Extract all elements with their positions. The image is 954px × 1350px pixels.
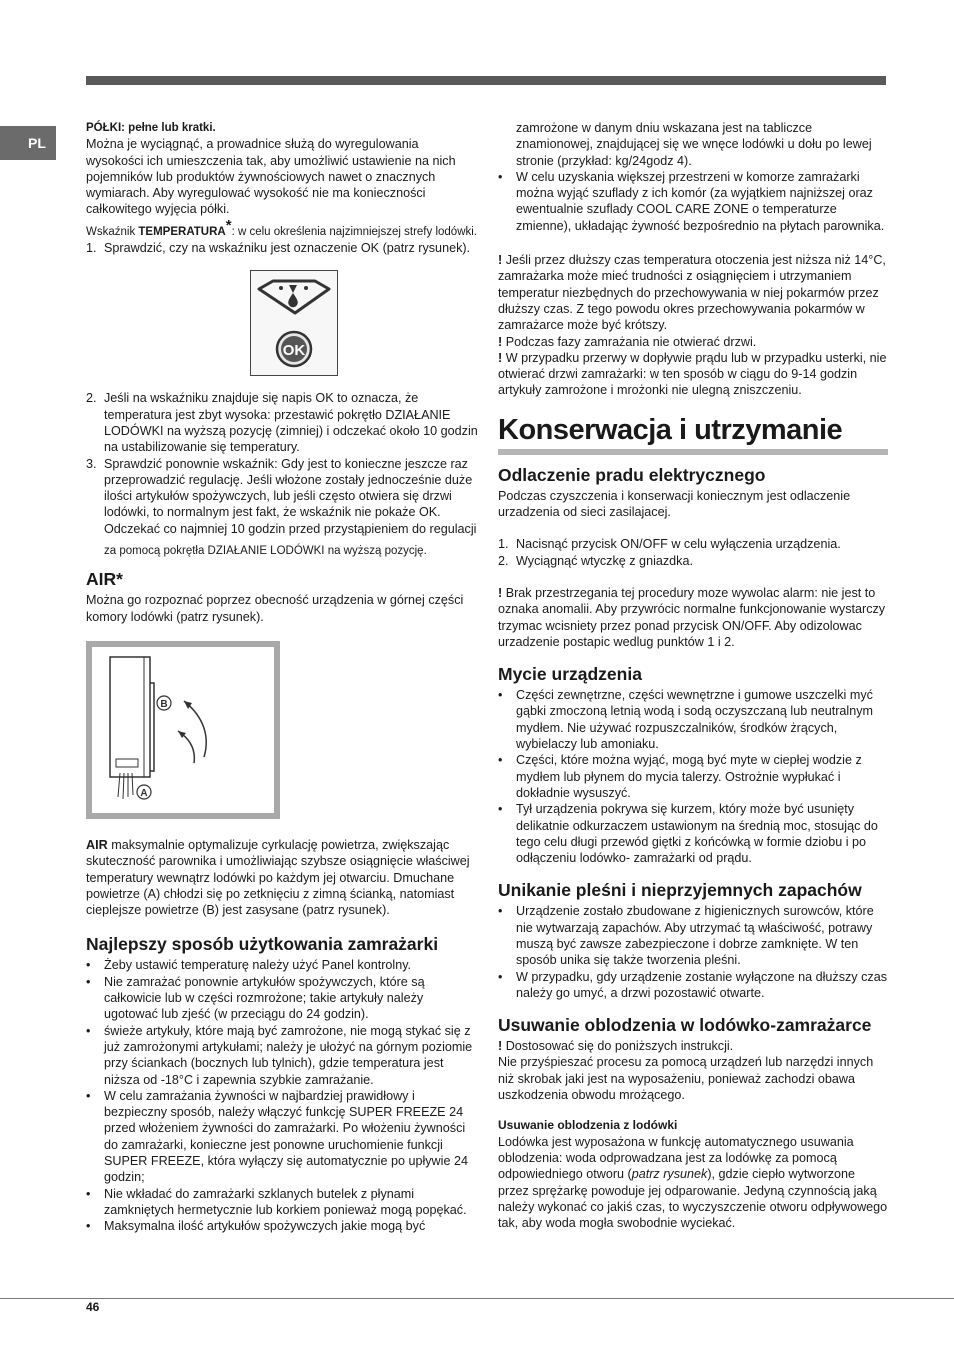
list-item: [86, 456, 478, 537]
warning-mark: !: [498, 350, 503, 365]
list-item-text: W przypadku, gdy urządzenie zostanie wyłączone na dłuższy czas należy go umyć, a drzwi pozostawić otwarte.: [516, 969, 887, 1000]
warning-text: Jeśli przez dłuższy czas temperatura otoczenia jest niższa niż 14°C, zamrażarka może mieć trudności z osiągnięciem i utrzymaniem temperatur niezbędnych do przechowywania w niej pokarmów przez dłuższy czas. Z tego powodu okres przechowywania pokarmów w zamrażarce może być krótszy.: [498, 253, 886, 333]
ok-label: OK: [282, 342, 306, 360]
list-item: [86, 957, 478, 973]
step-number: 1.: [86, 241, 97, 256]
list-item-text: Urządzenie zostało zbudowane z higienicznych surowców, które nie wytwarzają zapachów. Aby utrzymać tą właściwość, potrawy muszą być zawsze zabezpieczone i dobrze zamknięte. W ten sposób unika się także tworzenia pleśni.: [516, 904, 874, 968]
fridge-defrost-italic: patrz rysunek: [631, 1167, 708, 1182]
fridge-defrost-text-1: Lodówka jest wyposażona w funkcję automatycznego usuwania oblodzenia: woda odprowadzana jest za lodówkę za pomocą odpowiedniego otworu (: [498, 1134, 854, 1182]
fridge-defrost-text: [498, 1134, 888, 1232]
list-item: [498, 536, 888, 552]
list-item: [86, 1023, 478, 1088]
bullet: •: [86, 1219, 91, 1234]
air-figure: [86, 641, 280, 819]
step-number: 1.: [498, 537, 509, 552]
bullet: •: [86, 1088, 91, 1103]
maintenance-title: Konserwacja i utrzymanie: [498, 413, 843, 446]
list-item: [498, 752, 888, 801]
freezer-continued: zamrożone w danym dniu wskazana jest na tabliczce znamionowej, znajdującej się we wnęce lodówki u dołu po lewej stronie (przykład: kg/24godz 4).: [516, 121, 872, 168]
freezer-list: [86, 957, 478, 1234]
air-text: maksymalnie optymalizuje cyrkulację powietrza, zwiększając skuteczność parownika i umożliwiając szybsze osiągnięcie właściwej temperatury wewnątrz lodówki po każdym jej otwarciu. Dmuchane powietrze (A) chłodzi się po zetknięciu z zimną ścianką, natomiast cieplejsze powietrze (B) jest zasysane (patrz rysunek).: [86, 837, 470, 918]
step-text: Jeśli na wskaźniku znajduje się napis OK to oznacza, że temperatura jest zbyt wysoka: przestawić pokrętło DZIAŁANIE LODÓWKI na wyższą pozycję (zimniej) i odczekać około 10 godzin na ustabilizowanie się temperatury.: [104, 391, 478, 455]
temperature-label: TEMPERATURA: [138, 225, 226, 238]
temperature-intro: [86, 216, 478, 240]
defrost-warning: [498, 1038, 888, 1054]
step-text: Sprawdzić, czy na wskaźniku jest oznaczenie OK (patrz rysunek).: [104, 241, 471, 256]
freezer-list-continued: [498, 169, 888, 234]
mold-list: [498, 903, 888, 1001]
list-item-text: W celu zamrażania żywności w najbardziej prawidłowy i bezpieczny sposób, należy włączyć funkcję SUPER FREEZE 24 przed włożeniem żywności do zamrażarki. Po włożeniu żywności do zamrażarki, konieczne jest ponowne uruchomienie funkcji SUPER FREEZE, która wyłączy się automatycznie po upływie 24 godzin;: [104, 1088, 468, 1185]
warning-text: Dostosować się do poniższych instrukcji.: [502, 1039, 734, 1054]
list-item: [86, 1218, 478, 1234]
bullet: •: [86, 958, 91, 973]
mold-title: Unikanie pleśni i nieprzyjemnych zapachów: [498, 880, 862, 901]
left-column: [86, 120, 478, 1234]
bullet: •: [498, 753, 503, 768]
right-column: [498, 120, 888, 1231]
title-rule: [498, 449, 888, 455]
warning-3: [498, 350, 888, 399]
freezer-title: Najlepszy sposób użytkowania zamrażarki: [86, 934, 439, 955]
wash-title: Mycie urządzenia: [498, 664, 642, 685]
page-number: 46: [86, 1300, 100, 1314]
shelves-text: Można je wyciągnąć, a prowadnice służą do wyregulowania wysokości ich umieszczenia tak, aby umożliwić ustawienie na nich pojemników lub produktów żywnościowych nawet o znacznych wymiarach. Aby wyregulować wysokość nie ma konieczności całkowitego wyjęcia półki.: [86, 137, 456, 217]
fridge-defrost-text-2: ), gdzie ciepło wytworzone przez sprężarkę powoduje jej odparowanie. Jedyną czynnością jaką należy wykonać co jakiś czas, to wyczyszczenie otworu odpływowego tak, aby woda mogła swobodnie wyciekać.: [498, 1167, 888, 1231]
temperature-asterisk: *: [225, 216, 232, 234]
list-item: [86, 974, 478, 1023]
bullet: •: [498, 969, 503, 984]
defrost-title: Usuwanie oblodzenia w lodówko-zamrażarce: [498, 1015, 872, 1036]
list-item: [498, 801, 888, 866]
step-text: Sprawdzić ponownie wskaźnik: Gdy jest to konieczne jeszcze raz przeprowadzić regulację. Jeśli włożone zostały jednocześnie duże ilości artykułów spożywczych, lub jeśli często otwiera się drzwi lodówki, to normalnym jest fakt, że wskaźnik nie pokaże OK. Odczekać co najmniej 10 godzin przed przystąpieniem do regulacji: [104, 456, 477, 536]
power-text: Podczas czyszczenia i konserwacji koniecznym jest odlaczenie urzadzenia od sieci zasilajacej.: [498, 488, 851, 520]
list-item-text: W celu uzyskania większej przestrzeni w komorze zamrażarki można wyjąć szuflady z ich komór (za wyjątkiem najniższej oraz ewentualnie szuflady COOL CARE ZONE o temperaturze zmienne), układając żywność bezpośrednio na płytach parownika.: [516, 169, 885, 233]
step-text: Nacisnąć przycisk ON/OFF w celu wyłączenia urządzenia.: [516, 537, 841, 552]
warning-mark: !: [498, 1039, 503, 1054]
list-item: [86, 390, 478, 455]
list-item-text: Części, które można wyjąć, mogą być myte w ciepłej wodzie z mydłem lub płynem do mycia talerzy. Ostrożnie wypłukać i dokładnie wysuszyć.: [516, 753, 862, 800]
list-item: [498, 969, 888, 1002]
list-item: [498, 687, 888, 752]
air-label: AIR: [86, 837, 108, 852]
bullet: •: [498, 169, 503, 184]
step-text: Wyciągnąć wtyczkę z gniazdka.: [516, 553, 693, 568]
warning-mark: !: [498, 253, 503, 268]
bullet: •: [86, 974, 91, 989]
label-a: A: [140, 787, 148, 799]
list-item: [86, 1088, 478, 1186]
step-number: 2.: [86, 391, 97, 406]
list-item: [498, 903, 888, 968]
bullet: •: [86, 1023, 91, 1038]
list-item-text: Części zewnętrzne, części wewnętrzne i gumowe uszczelki myć gąbki zmoczoną letnią wodą i sodą oczyszczaną lub neutralnym mydłem. Nie używać rozpuszczalników, środków żrących, wybielaczy lub amoniaku.: [516, 688, 874, 752]
bullet: •: [498, 904, 503, 919]
bullet: •: [498, 802, 503, 817]
temperature-prefix: Wskaźnik: [86, 225, 139, 238]
air-description: [86, 837, 478, 918]
warning-mark: !: [498, 585, 503, 600]
temperature-step3-tail: za pomocą pokrętła DZIAŁANIE LODÓWKI na wyższą pozycję.: [104, 545, 427, 558]
list-item-text: Maksymalna ilość artykułów spożywczych jakie mogą być: [104, 1219, 426, 1234]
warning-text: Podczas fazy zamrażania nie otwierać drzwi.: [502, 334, 757, 349]
air-title: AIR*: [86, 569, 123, 590]
ok-indicator-icon: [251, 271, 337, 375]
temperature-indicator-figure: [250, 270, 338, 376]
shelves-title: PÓŁKI: pełne lub kratki.: [86, 122, 216, 134]
top-rule: [86, 76, 886, 85]
list-item-text: Nie wkładać do zamrażarki szklanych butelek z płynami zamkniętych hermetycznie lub korkiem ponieważ mogą popękać.: [104, 1186, 467, 1217]
wash-list: [498, 687, 888, 866]
list-item-text: świeże artykuły, które mają być zamrożone, nie mogą stykać się z już zamrożonymi artykułami; należy je ułożyć na górnym poziomie przy ściankach (bocznych lub tylnich), gdzie temperatura jest niższa od -18°C i zapewnia szybkie zamrażanie.: [104, 1023, 473, 1087]
warning-text: Brak przestrzegania tej procedury moze wywolac alarm: nie jest to oznaka anomalii. Aby przywrócic normalne funkcjonowanie wystarczy trzymac wcisniety przez ponad przycisk ON/OFF. Aby odizolowac urzadzenie postapic wedlug punktów 1 i 2.: [498, 585, 886, 649]
fridge-defrost-title: Usuwanie oblodzenia z lodówki: [498, 1118, 678, 1133]
power-warning: [498, 585, 888, 650]
list-item-text: Tył urządzenia pokrywa się kurzem, który może być usunięty delikatnie odkurzaczem ustawionym na średnią moc, stosując do tego celu długi przewód giętki z końcówką w formie dziobu i po odłączeniu lodówko- zamrażarki od prądu.: [516, 802, 878, 866]
bottom-rule: [0, 1298, 954, 1299]
list-item: [86, 240, 478, 256]
bullet: •: [498, 688, 503, 703]
list-item-text: Żeby ustawić temperaturę należy użyć Panel kontrolny.: [104, 958, 412, 973]
warning-mark: !: [498, 334, 503, 349]
bullet: •: [86, 1186, 91, 1201]
warning-text: W przypadku przerwy w dopływie prądu lub w przypadku usterki, nie otwierać drzwi zamrażarki: w ten sposób w ciągu do 9-14 godzin artykuły zamrożone i mrożonki nie ulegną zniszczeniu.: [498, 350, 887, 398]
temperature-steps-continued: [86, 390, 478, 537]
step-number: 2.: [498, 553, 509, 568]
warning-2: [498, 334, 888, 350]
list-item-text: Nie zamrażać ponownie artykułów spożywczych, które są całkowicie lub w części rozmrożone; takie artykuły należy ugotować lub zjeść (w przeciągu do 24 godzin).: [104, 974, 425, 1022]
step-number: 3.: [86, 456, 97, 471]
power-title: Odlaczenie pradu elektrycznego: [498, 464, 766, 485]
temperature-suffix: : w celu określenia najzimniejszej strefy lodówki.: [231, 225, 477, 238]
list-item: [498, 169, 888, 234]
air-flow-diagram: [92, 647, 274, 813]
air-intro: Można go rozpoznać poprzez obecność urządzenia w górnej części komory lodówki (patrz rysunek).: [86, 593, 464, 624]
warning-1: [498, 252, 888, 333]
list-item: [86, 1186, 478, 1219]
language-tab: PL: [0, 126, 56, 160]
label-b: B: [160, 698, 168, 710]
power-steps: [498, 536, 888, 569]
defrost-text: Nie przyśpieszać procesu za pomocą urządzeń lub narzędzi innych niż skrobak jaki jest na wyposażeniu, ponieważ zachodzi obawa uszkodzenia obwodu mrożącego.: [498, 1055, 874, 1103]
list-item: [498, 553, 888, 569]
temperature-steps: [86, 240, 478, 256]
